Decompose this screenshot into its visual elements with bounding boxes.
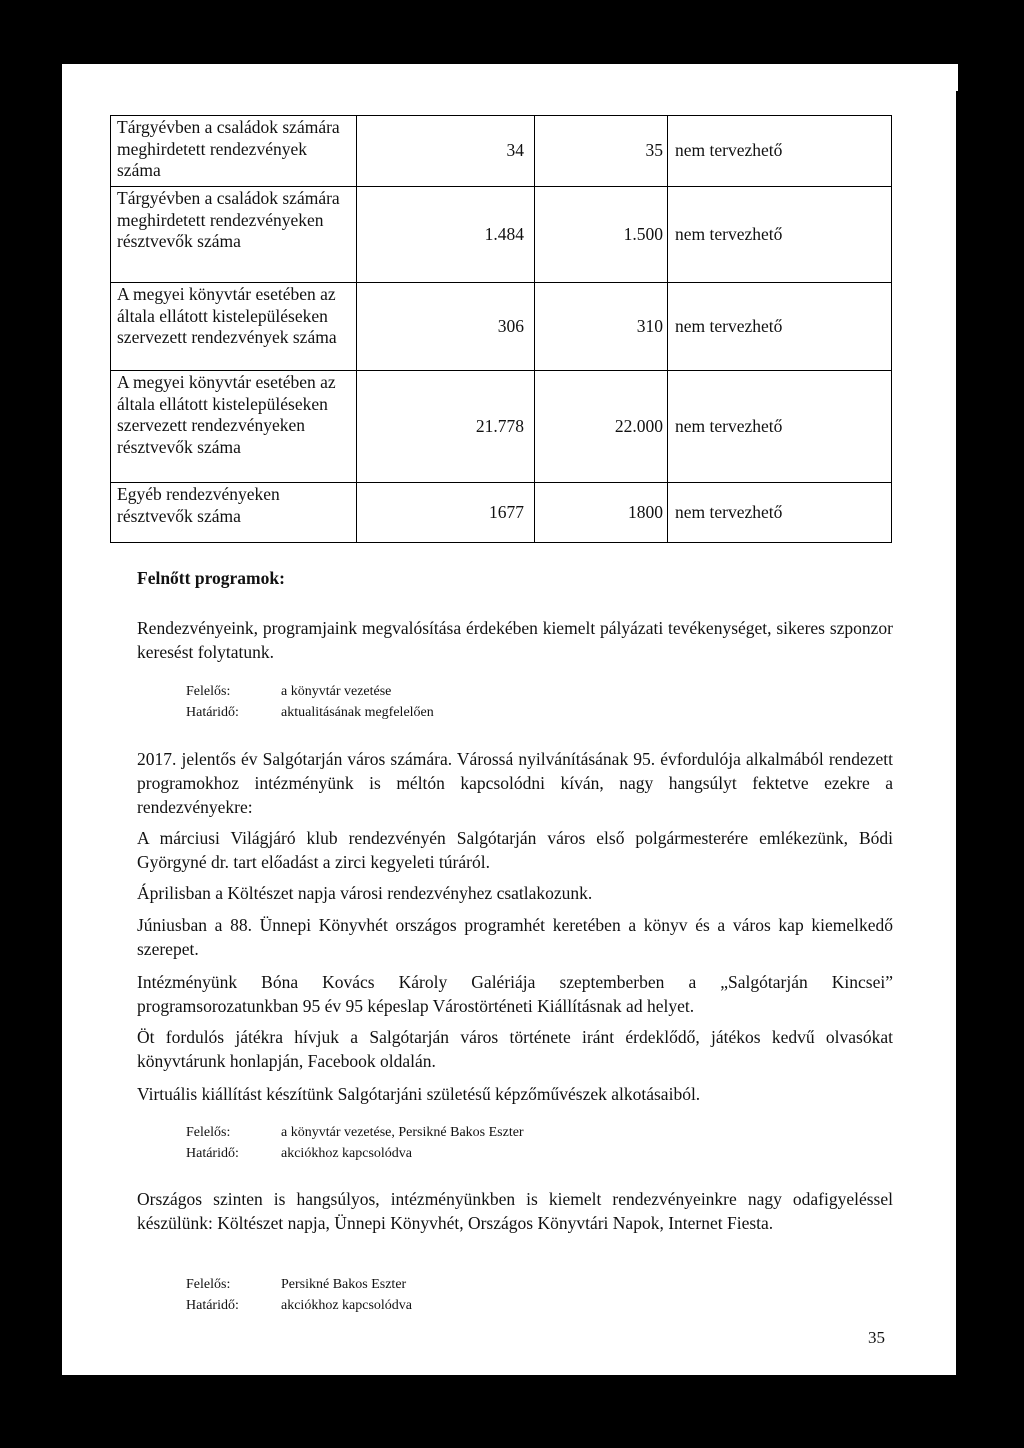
responsible-value: a könyvtár vezetése, Persikné Bakos Eszter: [281, 1125, 524, 1140]
row-label: Egyéb rendezvényeken résztvevők száma: [111, 483, 357, 543]
paragraph-intro: Rendezvényeink, programjaink megvalósítása érdekében kiemelt pályázati tevékenységet, sikeres szponzor keresést folytatunk.: [137, 618, 893, 662]
paragraph-orszagos: Országos szinten is hangsúlyos, intézményünkben is kiemelt rendezvényeinkre nagy odafigyeléssel készülünk: Költészet napja, Ünnepi Könyvhét, Országos Könyvtári Napok, Internet Fiesta.: [137, 1189, 893, 1233]
deadline-value: aktualitásának megfelelően: [281, 705, 434, 720]
paragraph-jatek: Öt fordulós játékra hívjuk a Salgótarján város története iránt érdeklődő, játékos kedvű olvasókat könyvtárunk honlapján, Facebook oldalán.: [137, 1027, 893, 1071]
value-cell: nem tervezhető: [668, 187, 892, 283]
deadline-label: Határidő:: [186, 1298, 239, 1313]
responsible-label: Felelős:: [186, 1277, 231, 1292]
value-cell: nem tervezhető: [668, 371, 892, 483]
responsible-value: a könyvtár vezetése: [281, 684, 392, 699]
value-cell: 310: [535, 283, 668, 371]
table-row: [111, 187, 892, 283]
responsibility-block: [186, 681, 434, 723]
responsibility-block: [186, 1122, 524, 1164]
value-cell: 1.484: [357, 187, 535, 283]
paragraph-marcius: A márciusi Világjáró klub rendezvényén Salgótarján város első polgármesterére emlékezünk, Bódi Györgyné dr. tart előadást a zirci kegyeleti túráról.: [137, 828, 893, 872]
paragraph-2017: 2017. jelentős év Salgótarján város számára. Várossá nyilvánításának 95. évfordulója alkalmából rendezett programokhoz intézményünk is méltón kapcsolódni kíván, nagy hangsúlyt fektetve ezekre a rendezvényekre:: [137, 749, 893, 817]
responsible-label: Felelős:: [186, 684, 231, 699]
deadline-value: akciókhoz kapcsolódva: [281, 1146, 413, 1161]
value-cell: 1.500: [535, 187, 668, 283]
deadline-label: Határidő:: [186, 705, 239, 720]
value-cell: 35: [535, 116, 668, 187]
document-page: [62, 63, 958, 1376]
value-cell: 1800: [535, 483, 668, 543]
value-cell: 1677: [357, 483, 535, 543]
responsibility-block: [186, 1274, 412, 1316]
frame-line-top: [62, 63, 958, 64]
paragraph-junius: Júniusban a 88. Ünnepi Könyvhét országos programhét keretében a könyv és a város kap kiemelkedő szerepet.: [137, 915, 893, 959]
paragraph-virtualis: Virtuális kiállítást készítünk Salgótarjáni születésű képzőművészek alkotásaiból.: [137, 1084, 701, 1104]
table-row: [111, 283, 892, 371]
value-cell: 22.000: [535, 371, 668, 483]
value-cell: nem tervezhető: [668, 283, 892, 371]
row-label: A megyei könyvtár esetében az általa ellátott kistelepüléseken szervezett rendezvényeken résztvevők száma: [111, 371, 357, 483]
deadline-label: Határidő:: [186, 1146, 239, 1161]
paragraph-galeria: Intézményünk Bóna Kovács Károly Galériája szeptemberben a „Salgótarján Kincsei” programsorozatunkban 95 év 95 képeslap Várostörténeti Kiállításnak ad helyet.: [137, 972, 893, 1016]
paragraph-aprilis: Áprilisban a Költészet napja városi rendezvényhez csatlakozunk.: [137, 883, 593, 903]
responsible-label: Felelős:: [186, 1125, 231, 1140]
responsible-value: Persikné Bakos Eszter: [281, 1277, 407, 1292]
statistics-table: [110, 115, 892, 543]
row-label: Tárgyévben a családok számára meghirdetett rendezvények száma: [111, 116, 357, 187]
table-row: [111, 483, 892, 543]
frame-line-right: [956, 91, 958, 1376]
deadline-value: akciókhoz kapcsolódva: [281, 1298, 413, 1313]
page-number: 35: [868, 1328, 885, 1347]
value-cell: nem tervezhető: [668, 116, 892, 187]
section-heading: Felnőtt programok:: [137, 568, 285, 588]
value-cell: nem tervezhető: [668, 483, 892, 543]
row-label: Tárgyévben a családok számára meghirdetett rendezvényeken résztvevők száma: [111, 187, 357, 283]
table-row: [111, 116, 892, 187]
frame-line-bottom: [62, 1375, 958, 1376]
value-cell: 34: [357, 116, 535, 187]
row-label: A megyei könyvtár esetében az általa ellátott kistelepüléseken szervezett rendezvények száma: [111, 283, 357, 371]
value-cell: 21.778: [357, 371, 535, 483]
value-cell: 306: [357, 283, 535, 371]
table-row: [111, 371, 892, 483]
